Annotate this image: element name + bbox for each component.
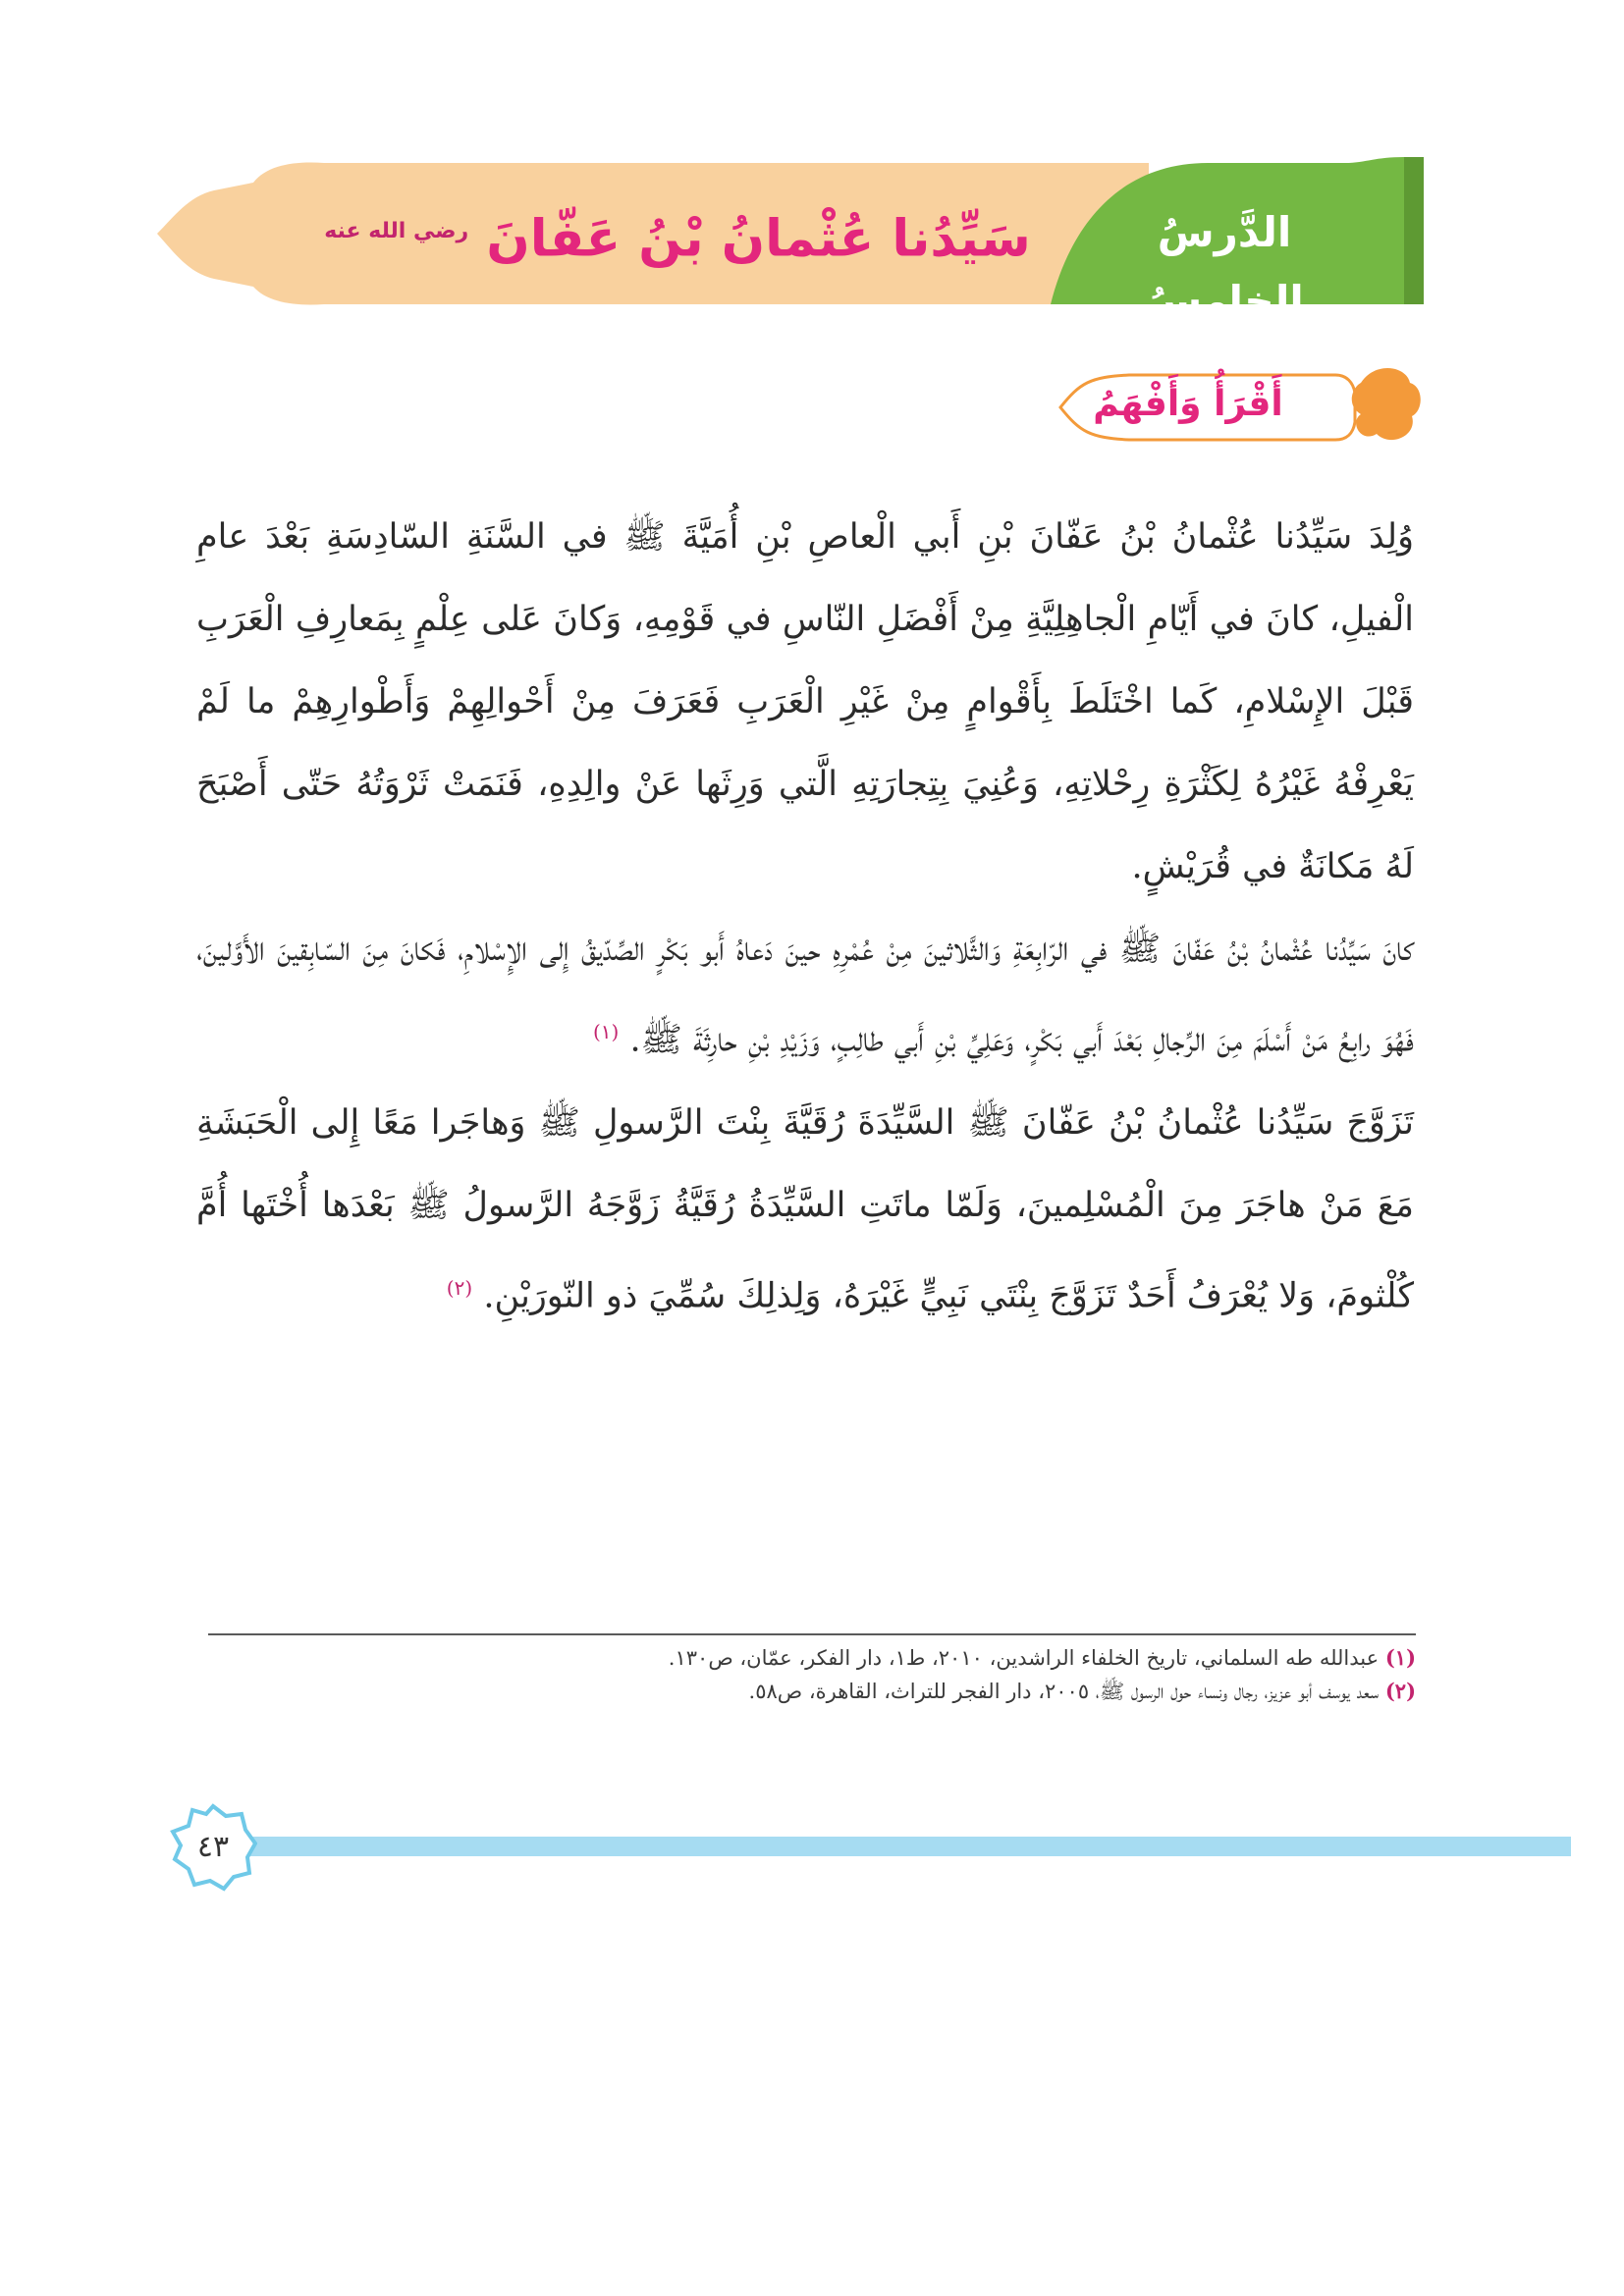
paragraph bbox=[196, 1082, 1414, 1338]
footnote-number: (١) bbox=[1384, 1645, 1416, 1670]
lesson-title-text: سَيِّدُنا عُثْمانُ بْنُ عَفّانَ bbox=[486, 209, 1031, 269]
lesson-body bbox=[196, 496, 1414, 1337]
page-number: ٤٣ bbox=[196, 1830, 230, 1864]
lesson-header bbox=[137, 157, 1424, 325]
footnote-text: سعد يوسف أبو عزيز، رجال ونساء حول الرسول ﷺ، ٢٠٠٥، دار الفجر للتراث، القاهرة، ص٥٨. bbox=[748, 1680, 1380, 1703]
lesson-number: الدَّرسُ الخامِسُ bbox=[1145, 208, 1304, 325]
section-title: أَقْرَأُ وَأَفْهَمُ bbox=[1093, 384, 1283, 424]
footnote-reference[interactable]: (١) bbox=[592, 1020, 620, 1043]
footnote-item bbox=[208, 1641, 1416, 1675]
paragraph-text: كانَ سَيِّدُنا عُثْمانُ بْنُ عَفّانَ ﷺ في الرّابِعَةِ وَالثَّلاثينَ مِنْ عُمْرِهِ حينَ دَعاهُ أَبو بَكْرٍ الصِّدّيقُ إِلى الإِسْلامِ، فَكانَ مِنَ السّابِقينَ الأَوَّلينَ، فَهُوَ رابِعُ مَنْ أَسْلَمَ مِنَ الرِّجالِ بَعْدَ أَبي بَكْرٍ، وَعَلِيِّ بْنِ أَبي طالِبٍ، وَزَيْدِ بْنِ حارِثَةَ ﷺ. bbox=[196, 930, 1414, 1060]
footnote-item bbox=[208, 1675, 1416, 1708]
paragraph bbox=[196, 908, 1414, 1082]
paragraph bbox=[196, 496, 1414, 908]
paragraph-text: تَزَوَّجَ سَيِّدُنا عُثْمانُ بْنُ عَفّانَ ﷺ السَّيِّدَةَ رُقَيَّةَ بِنْتَ الرَّسولِ ﷺ وَهاجَرا مَعًا إِلى الْحَبَشَةِ مَعَ مَنْ هاجَرَ مِنَ الْمُسْلِمينَ، وَلَمّا ماتَتِ السَّيِّدَةُ رُقَيَّةُ زَوَّجَهُ الرَّسولُ ﷺ بَعْدَها أُخْتَها أُمَّ كُلْثومَ، وَلا يُعْرَفُ أَحَدٌ تَزَوَّجَ بِنْتَي نَبِيٍّ غَيْرَهُ، وَلِذلِكَ سُمِّيَ ذو النّورَيْنِ. bbox=[196, 1102, 1414, 1316]
section-label bbox=[1021, 353, 1424, 461]
lesson-title bbox=[304, 196, 1051, 267]
footnote-reference[interactable]: (٢) bbox=[446, 1275, 473, 1300]
footnote-divider bbox=[208, 1633, 1416, 1635]
page-number-badge bbox=[169, 1802, 257, 1893]
footnote-text: عبدالله طه السلماني، تاريخ الخلفاء الراشدين، ٢٠١٠، ط١، دار الفكر، عمّان، ص١٣٠. bbox=[668, 1646, 1380, 1670]
title-honorific: رضي الله عنه bbox=[324, 219, 469, 243]
paragraph-text: وُلِدَ سَيِّدُنا عُثْمانُ بْنُ عَفّانَ بْنِ أَبي الْعاصِ بْنِ أُمَيَّةَ ﷺ في السَّنَةِ السّادِسَةِ بَعْدَ عامِ الْفيلِ، كانَ في أَيّامِ الْجاهِلِيَّةِ مِنْ أَفْضَلِ النّاسِ في قَوْمِهِ، وَكانَ عَلى عِلْمٍ بِمَعارِفِ الْعَرَبِ قَبْلَ الإِسْلامِ، كَما اخْتَلَطَ بِأَقْوامٍ مِنْ غَيْرِ الْعَرَبِ فَعَرَفَ مِنْ أَحْوالِهِمْ وَأَطْوارِهِمْ ما لَمْ يَعْرِفْهُ غَيْرُهُ لِكَثْرَةِ رِحْلاتِهِ، وَعُنِيَ بِتِجارَتِهِ الَّتي وَرِثَها عَنْ والِدِهِ، فَنَمَتْ ثَرْوَتُهُ حَتّى أَصْبَحَ لَهُ مَكانَةٌ في قُرَيْشٍ. bbox=[196, 517, 1414, 886]
flower-icon bbox=[1352, 368, 1421, 440]
footnote-number: (٢) bbox=[1384, 1679, 1416, 1703]
footer-bar bbox=[245, 1837, 1571, 1856]
footnotes bbox=[208, 1641, 1416, 1708]
